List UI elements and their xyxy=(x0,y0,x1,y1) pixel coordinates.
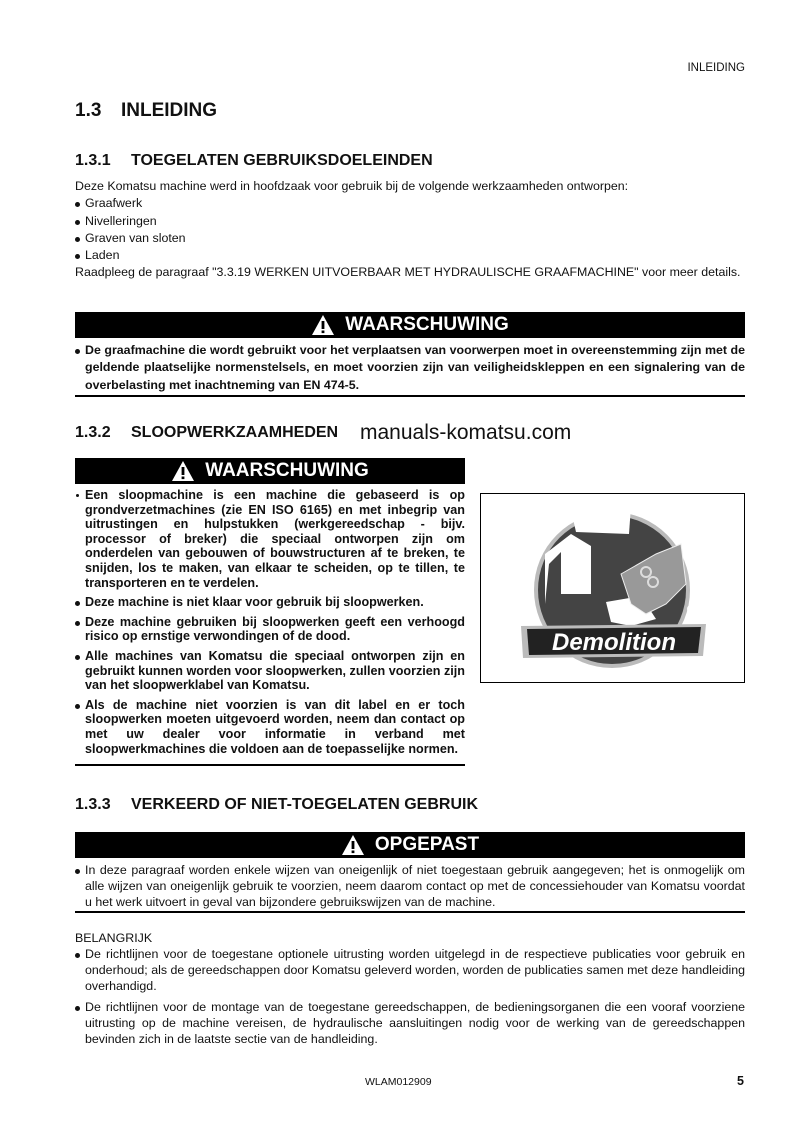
heading-number: 1.3.3 xyxy=(75,796,111,813)
footer-code: WLAM012909 xyxy=(365,1076,432,1088)
subsection-1-3-3-heading xyxy=(75,796,478,814)
warning-text xyxy=(75,342,745,394)
warning-triangle-icon xyxy=(341,834,365,856)
list-item: De graafmachine die wordt gebruikt voor het verplaatsen van voorwerpen moet in overeenstemming zijn met de geldende plaatselijke normenstelsels, en moet voorzien zijn van veiligheidskleppen en een signalering van de overbelasting met inachtneming van EN 474-5. xyxy=(75,342,745,394)
heading-text: TOEGELATEN GEBRUIKSDOELEINDEN xyxy=(131,152,433,169)
list-item: De richtlijnen voor de montage van de toegestane gereedschappen, de bedieningsorganen die een vooraf voorziene uitrusting op de machine vereisen, de hydraulische aansluitingen nodig voor de werking van de gereedschappen bevinden zich in de laatste sectie van de handleiding. xyxy=(75,999,745,1047)
caution-text xyxy=(75,862,745,910)
heading-text: SLOOPWERKZAAMHEDEN xyxy=(131,424,339,441)
heading-text: VERKEERD OF NIET-TOEGELATEN GEBRUIK xyxy=(131,796,478,813)
warning-label: WAARSCHUWING xyxy=(345,314,509,335)
page-number: 5 xyxy=(737,1074,744,1088)
warning-banner xyxy=(75,312,745,338)
demolition-logo xyxy=(481,494,744,682)
demolition-logo-text: Demolition xyxy=(552,629,676,656)
divider xyxy=(75,911,745,913)
running-header: INLEIDING xyxy=(687,62,745,74)
demolition-label-image xyxy=(480,493,745,683)
warning-triangle-icon xyxy=(311,314,335,336)
subsection-1-3-1-body xyxy=(75,178,745,282)
heading-number: 1.3.2 xyxy=(75,424,111,441)
list-item: In deze paragraaf worden enkele wijzen van oneigenlijk of niet toegestaan gebruik aangegeven; het is onmogelijk om alle wijzen van oneigenlijk gebruik te voorzien, neem daarom contact op met de concessiehouder van Komatsu voordat u het werk uitvoert in geval van bijzondere gebruikswijzen van de machine. xyxy=(75,862,745,910)
reference-text: Raadpleeg de paragraaf "3.3.19 WERKEN UITVOERBAAR MET HYDRAULISCHE GRAAFMACHINE" voor meer details. xyxy=(75,265,741,280)
warning-triangle-icon xyxy=(171,460,195,482)
list-item: Graafwerk xyxy=(75,195,745,212)
watermark: manuals-komatsu.com xyxy=(360,421,572,444)
list-item: Alle machines van Komatsu die speciaal ontworpen zijn en gebruikt kunnen worden voor sloopwerken, zullen voorzien zijn van het sloopwerklabel van Komatsu. xyxy=(75,649,465,693)
list-item: Laden xyxy=(75,247,745,264)
list-item: De richtlijnen voor de toegestane optionele uitrusting worden uitgelegd in de respectieve publicaties voor gebruik en onderhoud; als de gereedschappen door Komatsu geleverd worden, worden de publicaties samen met deze handleiding overhandigd. xyxy=(75,946,745,994)
warning-label: WAARSCHUWING xyxy=(205,460,369,481)
section-title xyxy=(75,100,217,122)
warning-text xyxy=(75,488,465,761)
divider xyxy=(75,764,465,766)
section-title-text: INLEIDING xyxy=(121,100,218,121)
warning-banner xyxy=(75,458,465,484)
important-label: BELANGRIJK xyxy=(75,931,153,945)
important-block xyxy=(75,930,745,1047)
list-item: Als de machine niet voorzien is van dit label en er toch sloopwerken moeten uitgevoerd worden, neem dan contact op met uw dealer voor informatie in verband met sloopwerkmachines die voldoen aan de toepasselijke normen. xyxy=(75,698,465,756)
divider xyxy=(75,395,745,397)
list-item: Nivelleringen xyxy=(75,213,745,230)
subsection-1-3-1-heading xyxy=(75,152,433,170)
subsection-1-3-2-heading xyxy=(75,424,338,442)
intro-text: Deze Komatsu machine werd in hoofdzaak voor gebruik bij de volgende werkzaamheden ontworpen: xyxy=(75,179,629,193)
section-number: 1.3 xyxy=(75,100,102,121)
caution-label: OPGEPAST xyxy=(374,834,480,855)
list-item: Deze machine gebruiken bij sloopwerken geeft een verhoogd risico op ernstige verwondingen of de dood. xyxy=(75,615,465,644)
list-item: Een sloopmachine is een machine die gebaseerd is op grondverzetmachines (zie EN ISO 6165) en met inbegrip van uitrustingen en hulpstukken (werkgereedschap - bijv. processor of breker) die speciaal ontworpen zijn om onderdelen van gebouwen of bouwstructuren af te breken, te snijden, los te maken, van elkaar te scheiden, op te tillen, te transporteren en te verdelen. xyxy=(75,488,465,590)
list-item: Graven van sloten xyxy=(75,230,745,247)
heading-number: 1.3.1 xyxy=(75,152,111,169)
caution-banner xyxy=(75,832,745,858)
list-item: Deze machine is niet klaar voor gebruik bij sloopwerken. xyxy=(75,595,465,610)
